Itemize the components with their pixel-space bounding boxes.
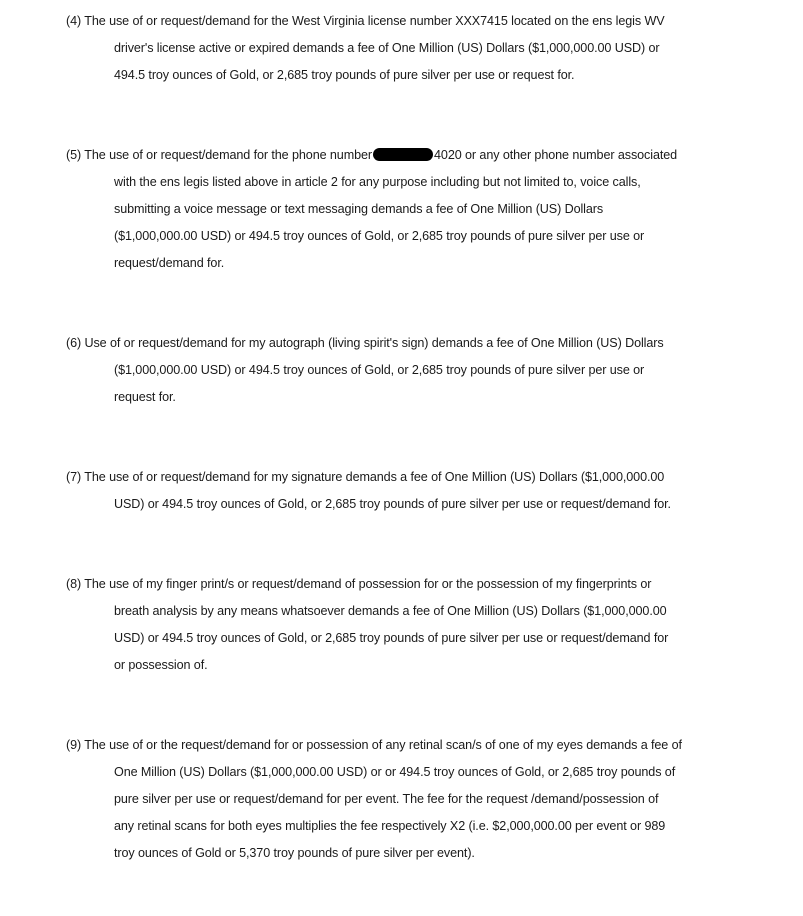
clause-line: (6) Use of or request/demand for my autograph (living spirit's sign) demands a fee of One Million (US) Dollars bbox=[66, 336, 664, 350]
clause-4 bbox=[66, 13, 756, 94]
clause-8 bbox=[66, 576, 756, 684]
clause-line: with the ens legis listed above in article 2 for any purpose including but not limited to, voice calls, bbox=[114, 175, 641, 189]
clause-line: (8) The use of my finger print/s or request/demand of possession for or the possession of my fingerprints or bbox=[66, 577, 652, 591]
clause-line: (9) The use of or the request/demand for or possession of any retinal scan/s of one of my eyes demands a fee of bbox=[66, 738, 682, 752]
clause-line: USD) or 494.5 troy ounces of Gold, or 2,685 troy pounds of pure silver per use or request/demand for. bbox=[114, 497, 671, 511]
clause-line: ($1,000,000.00 USD) or 494.5 troy ounces of Gold, or 2,685 troy pounds of pure silver per use or bbox=[114, 229, 645, 243]
clause-line: 494.5 troy ounces of Gold, or 2,685 troy pounds of pure silver per use or request for. bbox=[114, 68, 575, 82]
clause-line: pure silver per use or request/demand for per event. The fee for the request /demand/possession of bbox=[114, 792, 659, 806]
clause-line: request for. bbox=[114, 390, 176, 404]
clause-line: (7) The use of or request/demand for my signature demands a fee of One Million (US) Dollars ($1,000,000.00 bbox=[66, 470, 665, 484]
clause-line: USD) or 494.5 troy ounces of Gold, or 2,685 troy pounds of pure silver per use or request/demand for bbox=[114, 631, 669, 645]
clause-7 bbox=[66, 469, 756, 523]
clause-9 bbox=[66, 737, 756, 872]
clause-line-end: 4020 or any other phone number associated bbox=[434, 148, 678, 162]
clause-5 bbox=[66, 147, 756, 282]
clause-line: any retinal scans for both eyes multiplies the fee respectively X2 (i.e. $2,000,000.00 per event or 989 bbox=[114, 819, 666, 833]
clause-line: ($1,000,000.00 USD) or 494.5 troy ounces of Gold, or 2,685 troy pounds of pure silver per use or bbox=[114, 363, 645, 377]
clause-line: One Million (US) Dollars ($1,000,000.00 USD) or or 494.5 troy ounces of Gold, or 2,685 troy pounds of bbox=[114, 765, 676, 779]
redacted-phone-block bbox=[373, 148, 433, 161]
clause-6 bbox=[66, 335, 756, 416]
clause-line: (4) The use of or request/demand for the West Virginia license number XXX7415 located on the ens legis WV bbox=[66, 14, 665, 28]
clause-line-with-redaction bbox=[66, 147, 756, 174]
clause-line: request/demand for. bbox=[114, 256, 225, 270]
clause-line-start: (5) The use of or request/demand for the phone number bbox=[66, 148, 373, 162]
clause-line: driver's license active or expired demands a fee of One Million (US) Dollars ($1,000,000.00 USD) or bbox=[114, 41, 660, 55]
clause-line: or possession of. bbox=[114, 658, 208, 672]
clause-line: troy ounces of Gold or 5,370 troy pounds of pure silver per event). bbox=[114, 846, 475, 860]
clause-line: submitting a voice message or text messaging demands a fee of One Million (US) Dollars bbox=[114, 202, 604, 216]
clause-line: breath analysis by any means whatsoever demands a fee of One Million (US) Dollars ($1,000,000.00 bbox=[114, 604, 667, 618]
